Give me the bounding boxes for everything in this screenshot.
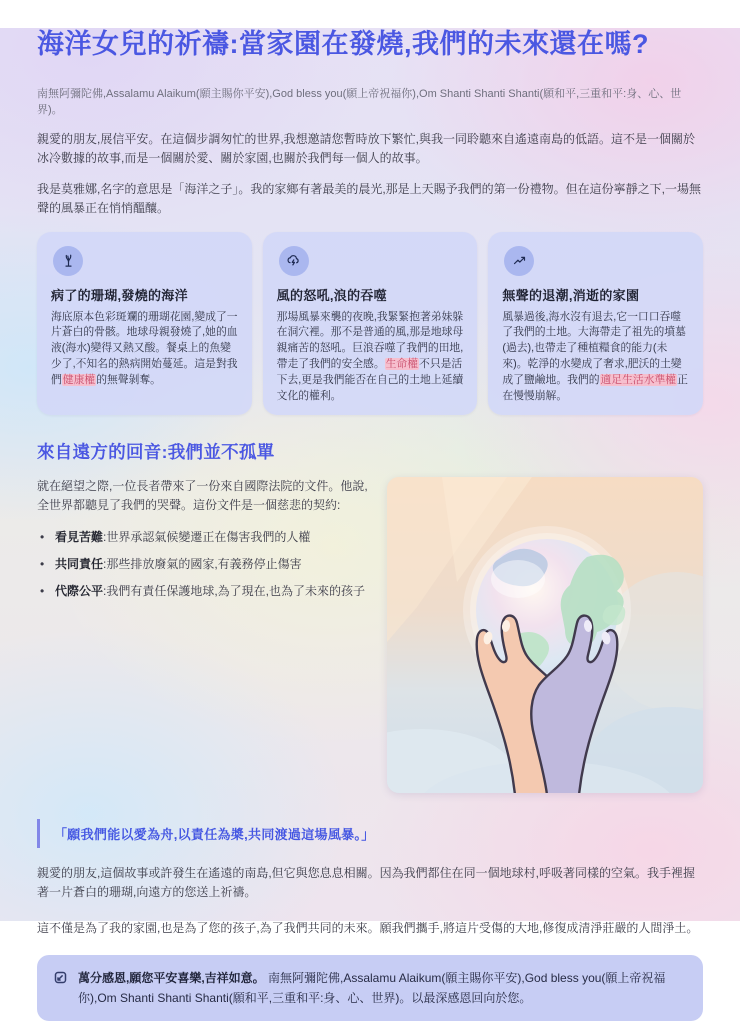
coral-icon <box>53 246 83 276</box>
impact-cards-row <box>37 232 703 415</box>
storm-cloud-icon <box>279 246 309 276</box>
rights-highlight: 健康權 <box>62 373 96 386</box>
rights-highlight: 生命權 <box>385 358 419 371</box>
list-item: • 代際公平:我們有責任保護地球,為了現在,也為了未來的孩子 <box>37 582 377 600</box>
impact-card-storm <box>263 232 478 415</box>
hands-holding-earth-illustration <box>387 477 703 793</box>
card-body: 海底原本色彩斑斕的珊瑚花園,變成了一片蒼白的骨骸。地球母親發燒了,她的血液(海水)變得又熱又酸。餐桌上的魚變少了,不知名的熱病開始蔓延。這是對我們健康權的無聲剝奪。 <box>51 310 238 386</box>
list-item: • 共同責任:那些排放廢氣的國家,有義務停止傷害 <box>37 555 377 573</box>
hands-earth-svg <box>387 477 703 793</box>
blessing-footer <box>37 955 703 1021</box>
blessing-text: 萬分感恩,願您平安喜樂,吉祥如意。 南無阿彌陀佛,Assalamu Alaikum(願主賜你平安),God bless you(願上帝祝福你),Om Shanti Shanti Shanti(願和平,三重和平:身、心、世界)。以最深感恩回向於您。 <box>78 970 666 1006</box>
list-item: • 看見苦難:世界承認氣候變遷正在傷害我們的人權 <box>37 528 377 546</box>
prayer-quote: 「願我們能以愛為舟,以責任為槳,共同渡過這場風暴。」 <box>37 819 703 848</box>
echo-text-column <box>37 477 377 793</box>
echo-paragraph: 就在絕望之際,一位長者帶來了一份來自國際法院的文件。他說,全世界都聽見了我們的哭聲。這份文件是一個慈悲的契約: <box>37 478 368 513</box>
prayer-letter-page <box>0 28 740 1021</box>
rights-highlight: 適足生活水準權 <box>600 373 677 386</box>
greeting-line: 南無阿彌陀佛,Assalamu Alaikum(願主賜你平安),God bless you(願上帝祝福你),Om Shanti Shanti Shanti(願和平,三重和平:身、心、世界)。 <box>37 87 682 117</box>
card-title: 風的怒吼,浪的吞噬 <box>276 287 387 303</box>
closing-paragraph: 這不僅是為了我的家園,也是為了您的孩子,為了我們共同的未來。願我們攜手,將這片受傷的大地,修復成清淨莊嚴的人間淨土。 <box>37 920 699 935</box>
impact-card-coral <box>37 232 252 415</box>
blessing-icon <box>53 970 68 990</box>
card-body: 那場風暴來襲的夜晚,我緊緊抱著弟妹躲在洞穴裡。那不是普通的風,那是地球母親痛苦的怒吼。巨浪吞噬了我們的田地,帶走了我們的安全感。生命權不只是活下去,更是我們能否在自己的土地上延續文化的權利。 <box>276 310 464 402</box>
impact-card-tide <box>488 232 703 415</box>
card-title: 病了的珊瑚,發燒的海洋 <box>51 287 188 303</box>
echo-section <box>37 439 703 793</box>
card-body: 風暴過後,海水沒有退去,它一口口吞噬了我們的土地。大海帶走了祖先的墳墓(過去),也帶走了種植糧食的能力(未來)。乾淨的水變成了奢求,肥沃的土變成了鹽鹼地。我們的適足生活水準權正在慢慢崩解。 <box>502 310 688 402</box>
page-title: 海洋女兒的祈禱:當家園在發燒,我們的未來還在嗎? <box>37 29 649 59</box>
closing-paragraph: 親愛的朋友,這個故事或許發生在遙遠的南島,但它與您息息相關。因為我們都住在同一個地球村,呼吸著同樣的空氣。我手裡握著一片蒼白的珊瑚,向遠方的您送上祈禱。 <box>37 865 696 900</box>
intro-paragraph: 我是莫雅娜,名字的意思是「海洋之子」。我的家鄉有著最美的晨光,那是上天賜予我們的第一份禮物。但在這份寧靜之下,一場無聲的風暴正在悄悄醞釀。 <box>37 181 702 216</box>
section-heading: 來自遠方的回音:我們並不孤單 <box>37 441 275 462</box>
trend-chart-icon <box>504 246 534 276</box>
card-title: 無聲的退潮,消逝的家園 <box>502 287 640 303</box>
pact-list <box>37 528 377 600</box>
intro-paragraph: 親愛的朋友,展信平安。在這個步調匆忙的世界,我想邀請您暫時放下繁忙,與我一同聆聽來自遙遠南島的低語。這不是一個關於冰冷數據的故事,而是一個關於愛、關於家園,也關於我們每一個人的故事。 <box>37 131 696 166</box>
